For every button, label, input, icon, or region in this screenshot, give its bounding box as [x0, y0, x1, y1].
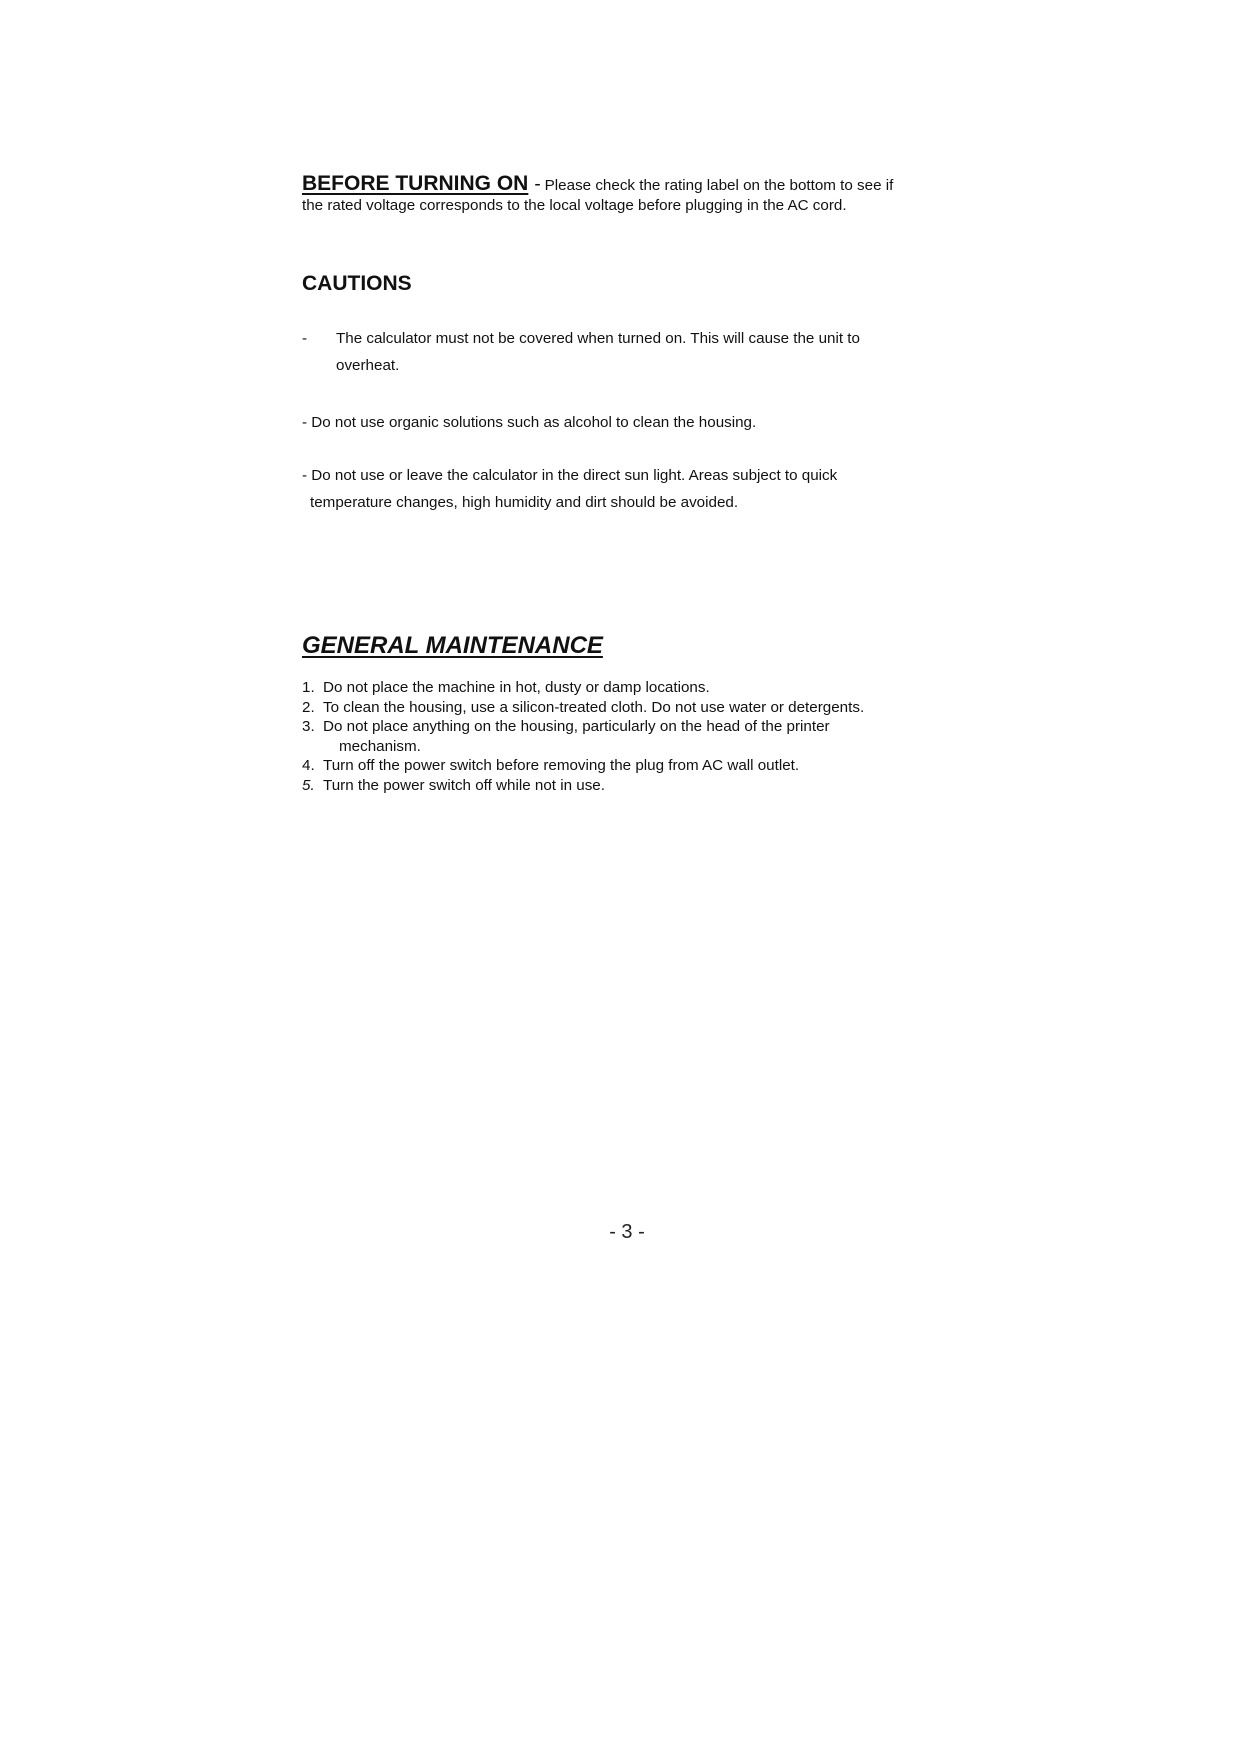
caution-bullet: -	[302, 330, 308, 347]
caution-text: - Do not use organic solutions such as alcohol to clean the housing.	[302, 414, 757, 431]
cautions-heading: CAUTIONS	[302, 272, 412, 295]
caution-text-line1: - Do not use or leave the calculator in the direct sun light. Areas subject to quick	[302, 467, 838, 484]
list-item-text-continued: mechanism.	[339, 737, 421, 755]
before-turning-on-text-line2: the rated voltage corresponds to the local voltage before plugging in the AC cord.	[302, 197, 847, 214]
list-item-number: 1.	[302, 679, 315, 696]
before-turning-on-section	[302, 174, 914, 216]
general-maintenance-heading: GENERAL MAINTENANCE	[302, 632, 603, 659]
before-turning-on-heading: BEFORE TURNING ON	[302, 172, 529, 195]
list-item-number: 3.	[302, 718, 315, 736]
caution-item-sunlight	[302, 462, 902, 516]
list-item-number: 4.	[302, 757, 315, 775]
list-item-text: To clean the housing, use a silicon-treated cloth. Do not use water or detergents.	[323, 698, 865, 716]
list-item-text: Do not place the machine in hot, dusty or damp locations.	[323, 679, 710, 696]
before-turning-on-text-line1: Please check the rating label on the bottom to see if	[544, 177, 894, 194]
list-item-text: Turn the power switch off while not in use.	[323, 776, 605, 794]
caution-text-line2: overheat.	[336, 357, 400, 374]
caution-item-solutions	[302, 409, 902, 436]
list-item-number: 2.	[302, 698, 315, 716]
page-number: - 3 -	[609, 1221, 645, 1243]
general-maintenance-list	[302, 678, 922, 796]
list-item-text: Do not place anything on the housing, particularly on the head of the printer	[323, 718, 830, 736]
caution-item-covering	[302, 325, 902, 379]
before-turning-on-dash: -	[534, 174, 541, 195]
list-item	[302, 698, 922, 718]
list-item	[302, 678, 922, 698]
list-item-number: 5.	[302, 776, 315, 794]
list-item	[302, 756, 922, 776]
list-item-text: Turn off the power switch before removing the plug from AC wall outlet.	[323, 757, 800, 775]
caution-text-line1: The calculator must not be covered when turned on. This will cause the unit to	[336, 330, 860, 347]
list-item	[302, 776, 922, 796]
caution-text-line2: temperature changes, high humidity and dirt should be avoided.	[310, 494, 739, 511]
list-item	[302, 717, 922, 756]
